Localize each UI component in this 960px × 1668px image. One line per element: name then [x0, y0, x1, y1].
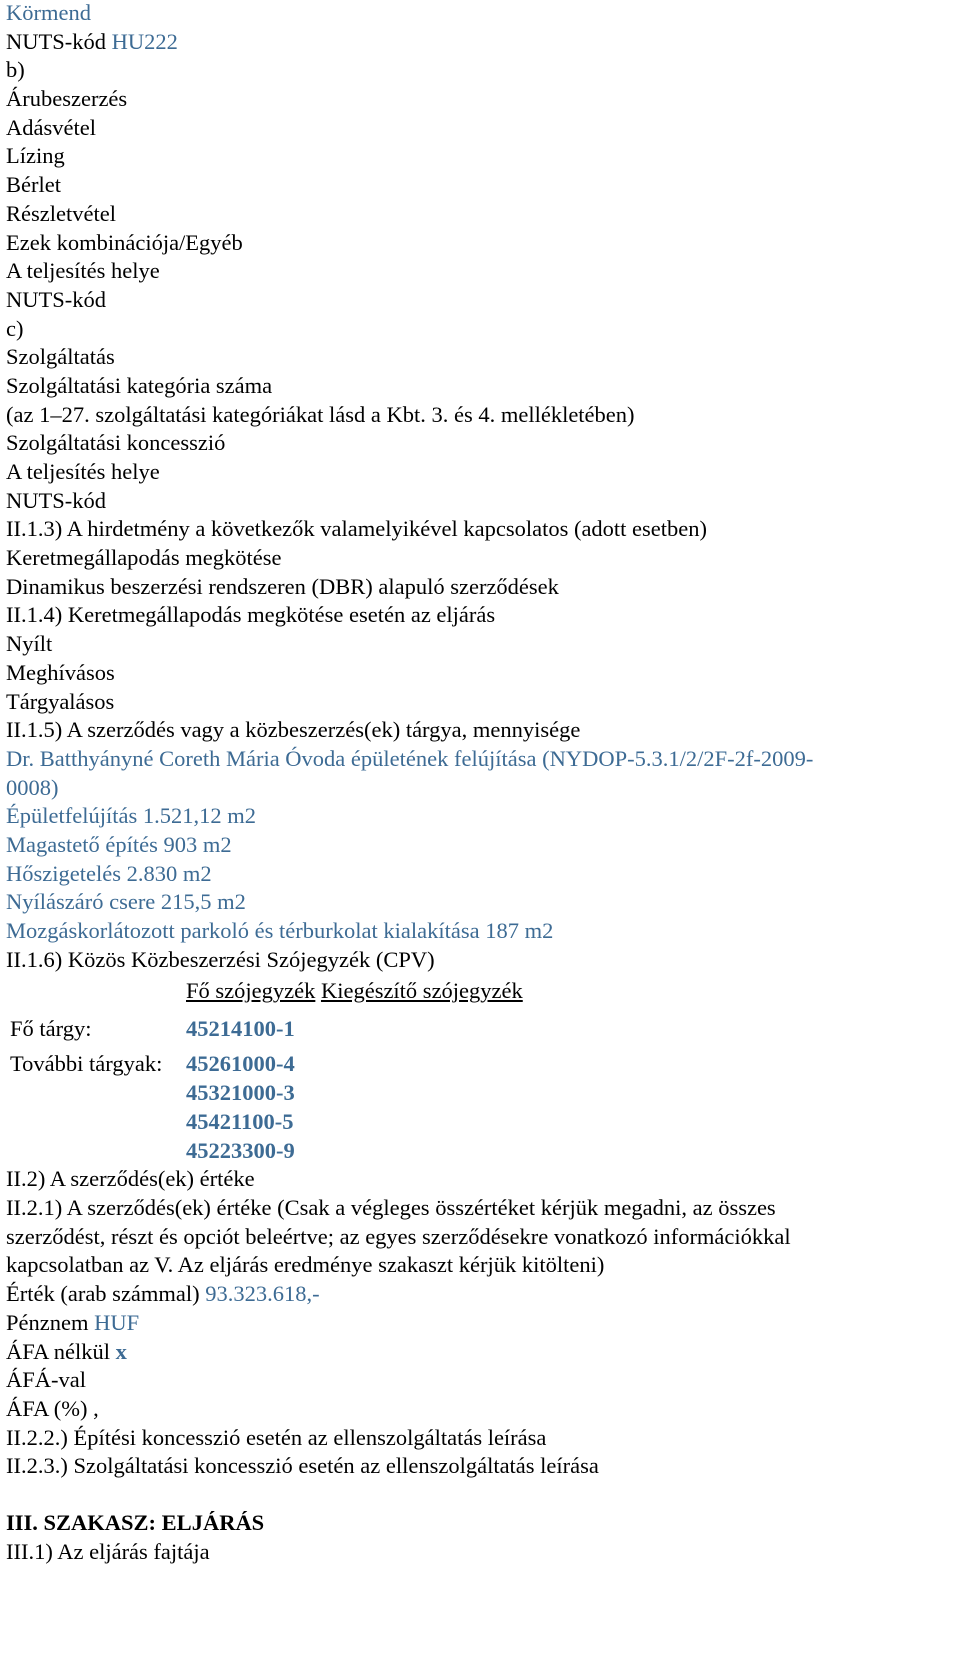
heading-ii15: II.1.5) A szerződés vagy a közbeszerzés(ek) tárgya, mennyisége — [6, 717, 581, 743]
nuts-code-line — [6, 28, 951, 57]
line-kategoria-szama: Szolgáltatási kategória száma — [6, 372, 273, 398]
line-teljesites-helye-2: A teljesítés helye — [6, 459, 160, 484]
line-nyilt: Nyílt — [6, 631, 53, 657]
vat-excl-mark: x — [115, 1338, 127, 1364]
line-teljesites-helye: A teljesítés helye — [6, 258, 160, 284]
currency-value: HUF — [94, 1309, 140, 1335]
line-keretmegallapodas: Keretmegállapodás megkötése — [6, 545, 282, 571]
line-nuts: NUTS-kód — [6, 286, 106, 312]
vat-excl-label: ÁFA nélkül — [6, 1338, 116, 1364]
line-szolgaltatas: Szolgáltatás — [6, 344, 115, 370]
line-kategoria-note: (az 1–27. szolgáltatási kategóriákat lásd a Kbt. 3. és 4. mellékletében) — [6, 401, 635, 427]
line-koncesszio: Szolgáltatási koncesszió — [6, 430, 226, 456]
cpv-main-code: 45214100-1 — [186, 1016, 295, 1042]
section-iii-1: III.1) Az eljárás fajtája — [6, 1538, 210, 1564]
heading-ii16: II.1.6) Közös Közbeszerzési Szójegyzék (CPV) — [6, 946, 435, 972]
subject-item: Épületfelújítás 1.521,12 m2 — [6, 803, 256, 829]
line-nuts-2: NUTS-kód — [6, 487, 106, 513]
line-targyalasos: Tárgyalásos — [6, 688, 115, 714]
cpv-more-row — [6, 1078, 951, 1107]
line-lizing: Lízing — [6, 143, 65, 169]
cpv-more-code: 45421100-5 — [186, 1109, 294, 1135]
cpv-col-supp: Kiegészítő szójegyzék — [320, 978, 523, 1004]
nuts-value: HU222 — [111, 28, 178, 54]
document-body — [6, 0, 951, 1566]
cpv-more-label: További tárgyak: — [10, 1051, 163, 1077]
line-dbr: Dinamikus beszerzési rendszeren (DBR) alapuló szerződések — [6, 573, 559, 599]
line-c: c) — [6, 315, 24, 341]
cpv-more-row — [6, 1136, 951, 1165]
cpv-col-main: Fő szójegyzék — [186, 978, 316, 1004]
heading-ii13: II.1.3) A hirdetmény a következők valamelyikével kapcsolatos (adott esetben) — [6, 516, 708, 542]
line-meghivasos: Meghívásos — [6, 659, 115, 685]
vat-incl-line: ÁFÁ-val — [6, 1367, 86, 1393]
amount-label: Érték (arab számmal) — [6, 1281, 206, 1307]
cpv-more-row — [6, 1107, 951, 1136]
line-kombinacio: Ezek kombinációja/Egyéb — [6, 229, 243, 255]
cpv-main-label: Fő tárgy: — [10, 1016, 92, 1042]
cpv-more-row — [6, 1049, 951, 1078]
ii21-line-1: II.2.1) A szerződés(ek) értéke (Csak a végleges összértéket kérjük megadni, az összes — [6, 1195, 776, 1221]
line-reszletvetel: Részletvétel — [6, 200, 116, 226]
subject-item: Magastető építés 903 m2 — [6, 831, 232, 857]
amount-value: 93.323.618,- — [205, 1281, 320, 1307]
ii22-line: II.2.2.) Építési koncesszió esetén az ellenszolgáltatás leírása — [6, 1424, 547, 1450]
nuts-label: NUTS-kód — [6, 28, 112, 54]
ii21-line-2: szerződést, részt és opciót beleértve; az egyes szerződésekre vonatkozó információkkal — [6, 1223, 791, 1249]
subject-item: Mozgáskorlátozott parkoló és térburkolat kialakítása 187 m2 — [6, 918, 554, 943]
place-name: Körmend — [6, 0, 91, 25]
cpv-more-code: 45261000-4 — [186, 1051, 295, 1077]
line-b: b) — [6, 57, 25, 83]
currency-line — [6, 1309, 951, 1338]
line-adasvetel: Adásvétel — [6, 114, 96, 140]
amount-line — [6, 1280, 951, 1309]
line-berlet: Bérlet — [6, 172, 61, 198]
subject-title-line-1: Dr. Batthyányné Coreth Mária Óvoda épületének felújítása (NYDOP-5.3.1/2/2F-2f-2009- — [6, 745, 814, 771]
line-arubeszerzes: Árubeszerzés — [6, 86, 128, 112]
vat-excl-line — [6, 1338, 951, 1367]
vat-pct-line: ÁFA (%) , — [6, 1395, 99, 1421]
cpv-table-header — [6, 976, 951, 1006]
cpv-more-code: 45223300-9 — [186, 1138, 295, 1164]
ii21-line-3: kapcsolatban az V. Az eljárás eredménye szakaszt kérjük kitölteni) — [6, 1252, 605, 1278]
subject-item: Hőszigetelés 2.830 m2 — [6, 860, 212, 886]
heading-ii2: II.2) A szerződés(ek) értéke — [6, 1166, 255, 1192]
section-iii-heading: III. SZAKASZ: ELJÁRÁS — [6, 1509, 265, 1535]
cpv-main-row — [6, 1014, 951, 1043]
heading-ii14: II.1.4) Keretmegállapodás megkötése esetén az eljárás — [6, 602, 496, 628]
ii23-line: II.2.3.) Szolgáltatási koncesszió esetén az ellenszolgáltatás leírása — [6, 1453, 599, 1479]
subject-item: Nyílászáró csere 215,5 m2 — [6, 889, 246, 915]
subject-title-line-2: 0008) — [6, 774, 59, 800]
currency-label: Pénznem — [6, 1309, 95, 1335]
cpv-more-code: 45321000-3 — [186, 1080, 295, 1106]
